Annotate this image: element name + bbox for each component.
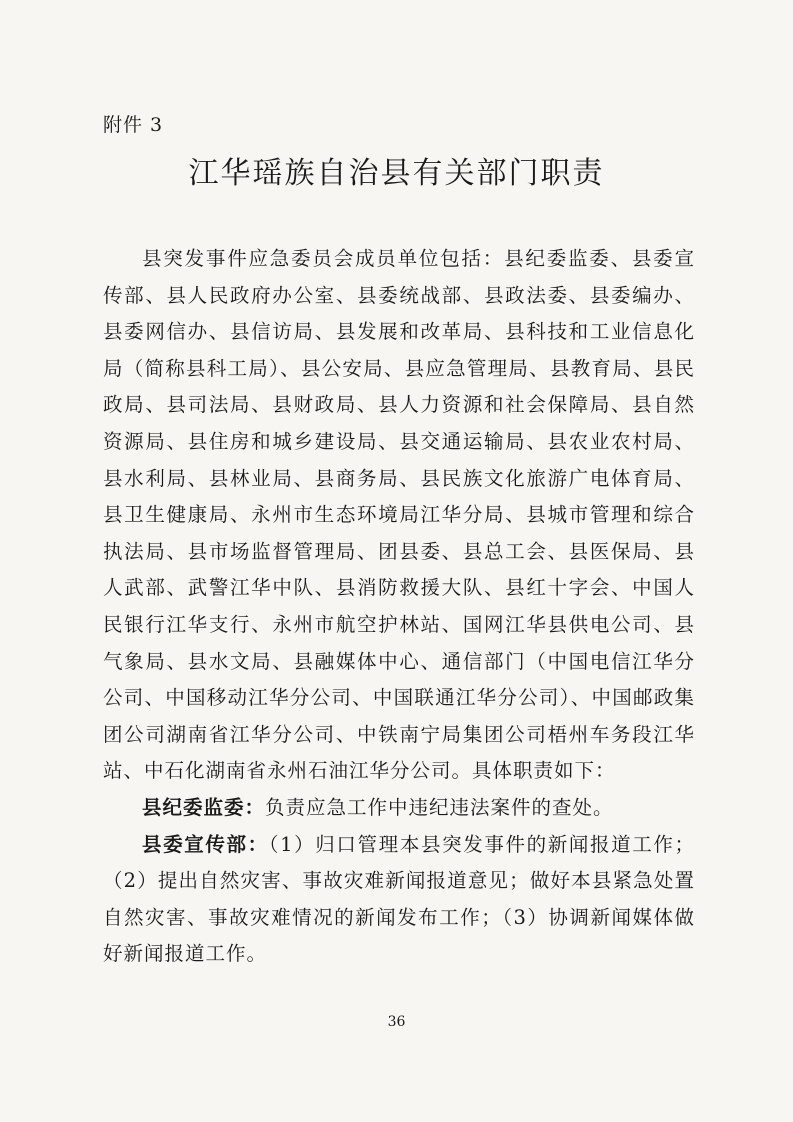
- duty-unit: 县纪委监委：: [142, 795, 266, 819]
- duty-paragraph: [103, 790, 695, 827]
- duty-unit: 县委宣传部：: [142, 832, 269, 856]
- duty-text: （1）归口管理本县突发事件的新闻报道工作；（2）提出自然灾害、事故灾难新闻报道意见；做好本县紧急处置自然灾害、事故灾难情况的新闻发布工作；（3）协调新闻媒体做好新闻报道工作。: [103, 832, 695, 966]
- attachment-label: 附件 3: [103, 114, 164, 136]
- document-body: [103, 241, 695, 973]
- document-title: 江华瑶族自治县有关部门职责: [188, 156, 605, 191]
- intro-paragraph: 县突发事件应急委员会成员单位包括：县纪委监委、县委宣传部、县人民政府办公室、县委统战部、县政法委、县委编办、县委网信办、县信访局、县发展和改革局、县科技和工业信息化局（简称县科工局）、县公安局、县应急管理局、县教育局、县民政局、县司法局、县财政局、县人力资源和社会保障局、县自然资源局、县住房和城乡建设局、县交通运输局、县农业农村局、县水利局、县林业局、县商务局、县民族文化旅游广电体育局、县卫生健康局、永州市生态环境局江华分局、县城市管理和综合执法局、县市场监督管理局、团县委、县总工会、县医保局、县人武部、武警江华中队、县消防救援大队、县红十字会、中国人民银行江华支行、永州市航空护林站、国网江华县供电公司、县气象局、县水文局、县融媒体中心、通信部门（中国电信江华分公司、中国移动江华分公司、中国联通江华分公司）、中国邮政集团公司湖南省江华分公司、中铁南宁局集团公司梧州车务段江华站、中石化湖南省永州石油江华分公司。具体职责如下：: [103, 247, 695, 783]
- page-number: 36: [387, 1014, 406, 1030]
- duty-paragraph: [103, 827, 695, 973]
- duty-text: 负责应急工作中违纪违法案件的查处。: [265, 795, 614, 819]
